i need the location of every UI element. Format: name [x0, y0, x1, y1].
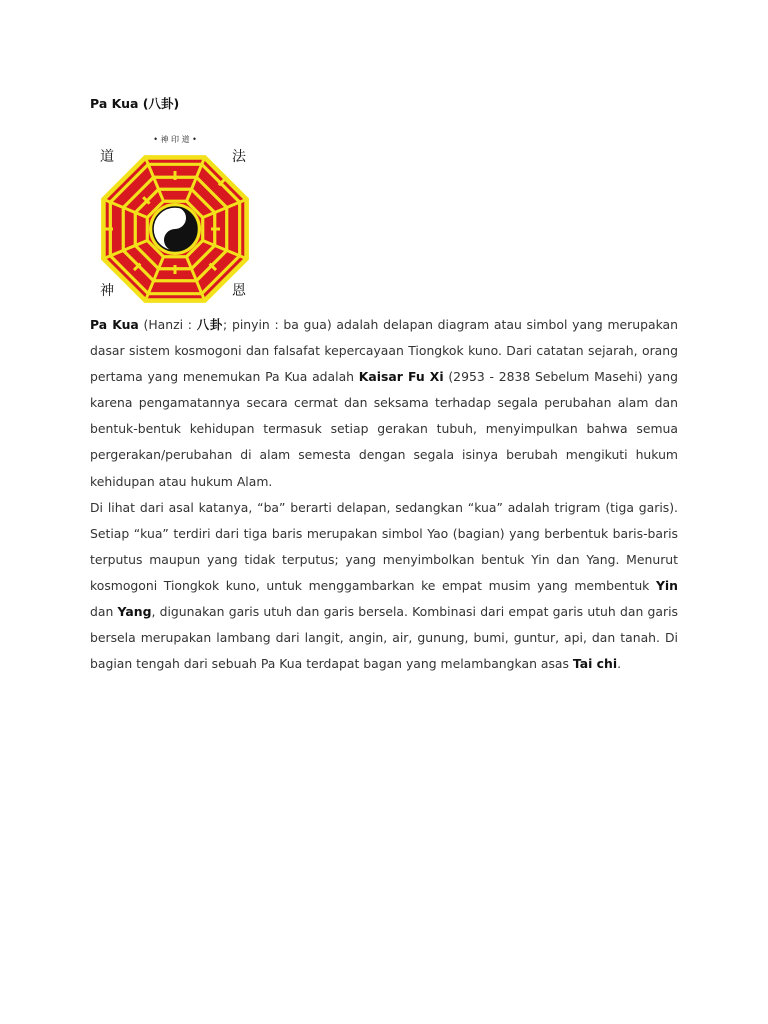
- term-pa-kua: Pa Kua: [90, 317, 139, 332]
- term-tai-chi: Tai chi: [572, 656, 618, 672]
- term-yin: Yin: [655, 577, 678, 593]
- corner-glyph-top-right: 法: [232, 149, 246, 165]
- text-run: (Hanzi :: [138, 317, 197, 332]
- yin-yang-dark-dot: [172, 237, 179, 244]
- corner-glyph-bottom-right: 恩: [232, 283, 246, 299]
- pa-kua-figure: [90, 130, 260, 306]
- text-run: Di lihat dari asal katanya, “ba” berarti delapan, sedangkan “kua” adalah trigram (tiga garis). Setiap “kua” terdiri dari tiga baris merupakan simbol Yao (bagian) yang berbentuk baris-baris terputus maupun yang tidak terputus; yang menyimbolkan bentuk Yin dan Yang. Menurut kosmogoni Tiongkok kuno, untuk menggambarkan ke empat musim yang membentuk: [90, 499, 678, 593]
- text-run: .: [617, 656, 622, 672]
- text-run: dan: [90, 604, 118, 620]
- term-yang: Yang: [117, 604, 152, 620]
- article-body: [90, 312, 678, 677]
- paragraph-1: [90, 312, 678, 495]
- text-run: ; pinyin : ba gua) adalah delapan diagram atau simbol yang merupakan dasar sistem kosmogoni dan falsafat kepercayaan Tiongkok kuno. Dari catatan sejarah, orang pertama yang menemukan Pa Kua adalah: [90, 317, 678, 385]
- figure-top-label: • 神 印 道 •: [153, 135, 197, 144]
- term-kaisar-fu-xi: Kaisar Fu Xi: [358, 369, 444, 385]
- corner-glyph-bottom-left: 神: [100, 283, 114, 299]
- paragraph-2: [90, 495, 678, 678]
- text-run: , digunakan garis utuh dan garis bersela. Kombinasi dari empat garis utuh dan garis bersela merupakan lambang dari langit, angin, air, gunung, bumi, guntur, api, dan tanah. Di bagian tengah dari sebuah Pa Kua terdapat bagan yang melambangkan asas: [90, 604, 678, 672]
- term-hanzi: 八卦: [196, 317, 224, 332]
- page-title: Pa Kua (八卦): [90, 96, 180, 111]
- text-run: (2953 - 2838 Sebelum Masehi) yang karena pengamatannya secara cermat dan seksama terhadap segala perubahan alam dan bentuk-bentuk kehidupan termasuk setiap gerakan tubuh, menyimpulkan bahwa semua pergerakan/perubahan di alam semesta dengan segala isinya berubah mengikuti hukum kehidupan atau hukum Alam.: [90, 369, 678, 489]
- yin-yang-light-dot: [172, 215, 179, 222]
- corner-glyph-top-left: 道: [100, 149, 114, 165]
